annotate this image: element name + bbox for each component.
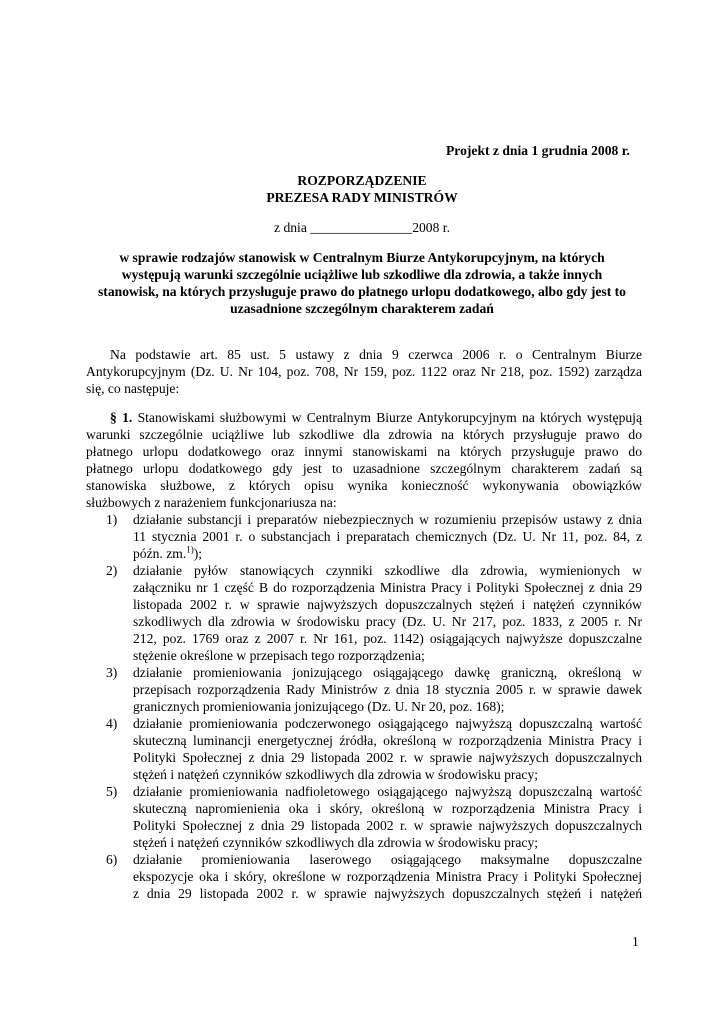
list-number: 1) xyxy=(106,512,118,527)
subject-line: uzasadnione szczególnym charakterem zadań xyxy=(230,301,494,316)
section1-line: warunki szczególnie uciążliwe lub szkodliwe dla zdrowia na których przysługuje prawo do xyxy=(86,427,642,442)
section1-text: Stanowiskami służbowymi w Centralnym Biurze Antykorupcyjnym na których występują xyxy=(137,410,642,425)
list-number: 2) xyxy=(106,563,118,578)
list-item-line: Polityki Społecznej z dnia 29 listopada 2002 r. w sprawie najwyższych dopuszczalnych xyxy=(133,750,642,765)
preamble-line: Antykorupcyjnym (Dz. U. Nr 104, poz. 708, Nr 159, poz. 1122 oraz Nr 218, poz. 1592) zarządza xyxy=(86,364,642,379)
list-item-line xyxy=(133,545,202,562)
page-number: 1 xyxy=(632,934,639,949)
regulation-title: ROZPORZĄDZENIE xyxy=(297,173,427,188)
list-number: 4) xyxy=(106,716,118,731)
list-item-line: granicznych promieniowania jonizującego (Dz. U. Nr 20, poz. 168); xyxy=(133,699,505,714)
section-marker: § 1. xyxy=(110,410,133,425)
date-line: z dnia _______________2008 r. xyxy=(274,220,450,235)
list-item-line: działanie promieniowania nadfioletowego osiągającego najwyższą dopuszczalną wartość xyxy=(133,784,642,799)
list-item-line: działanie promieniowania laserowego osiągającego maksymalne dopuszczalne xyxy=(133,852,642,867)
list-item-line: z dnia 29 listopada 2002 r. w sprawie najwyższych dopuszczalnych stężeń i natężeń xyxy=(133,886,642,901)
list-item-line: skuteczną napromienienia oka i skóry, określoną w rozporządzenia Ministra Pracy i xyxy=(133,801,642,816)
list-item-line: załączniku nr 1 część B do rozporządzenia Ministra Pracy i Polityki Społecznej z dnia 29 xyxy=(133,580,642,595)
list-item-line: działanie promieniowania podczerwonego osiągającego najwyższą dopuszczalną wartość xyxy=(133,716,642,731)
list-item-line: stężeń i natężeń czynników szkodliwych dla zdrowia w środowisku pracy; xyxy=(133,767,539,782)
list-number: 3) xyxy=(106,665,118,680)
issuer-title: PREZESA RADY MINISTRÓW xyxy=(266,190,458,205)
project-date: Projekt z dnia 1 grudnia 2008 r. xyxy=(446,143,630,158)
list-item-line: stężeń i natężeń czynników szkodliwych dla zdrowia w środowisku pracy; xyxy=(133,835,539,850)
list-item-line: szkodliwych dla zdrowia w środowisku pracy (Dz. U. Nr 217, poz. 1833, z 2005 r. Nr xyxy=(133,614,642,629)
subject-line: stanowisk, na których przysługuje prawo do płatnego urlopu dodatkowego, albo gdy jest to xyxy=(98,284,626,299)
subject-line: w sprawie rodzajów stanowisk w Centralnym Biurze Antykorupcyjnym, na których xyxy=(119,250,605,265)
list-item-line: stężenie określone w przepisach tego rozporządzenia; xyxy=(133,648,425,663)
list-item-line: działanie promieniowania jonizującego osiągającego dawkę graniczną, określoną w xyxy=(133,665,642,680)
preamble-line: się, co następuje: xyxy=(86,381,180,396)
list-item-line: działanie pyłów stanowiących czynniki szkodliwe dla zdrowia, wymienionych w xyxy=(133,563,642,578)
list-item-line: 11 stycznia 2001 r. o substancjach i preparatach chemicznych (Dz. U. Nr 11, poz. 84, z xyxy=(133,529,642,544)
list-item-line: listopada 2002 r. w sprawie najwyższych dopuszczalnych stężeń i natężeń czynników xyxy=(133,597,642,612)
list-item-line: przepisach rozporządzenia Rady Ministrów z dnia 18 stycznia 2005 r. w sprawie dawek xyxy=(133,682,642,697)
subject-line: występują warunki szczególnie uciążliwe lub szkodliwe dla zdrowia, a także innych xyxy=(121,267,603,282)
list-item-line: skuteczną luminancji energetycznej źródła, określoną w rozporządzenia Ministra Pracy i xyxy=(133,733,642,748)
list-number: 5) xyxy=(106,784,118,799)
footnote-marker: 1) xyxy=(186,544,194,555)
preamble-line: Na podstawie art. 85 ust. 5 ustawy z dnia 9 czerwca 2006 r. o Centralnym Biurze xyxy=(110,347,642,362)
list-item-line: ekspozycje oka i skóry, określone w rozporządzenia Ministra Pracy i Polityki Społecznej xyxy=(133,869,642,884)
section1-line xyxy=(110,409,642,426)
list-number: 6) xyxy=(106,852,118,867)
section1-line: płatnego urlopu dodatkowego gdy jest to uzasadnione szczególnym charakterem zadań są xyxy=(86,461,642,476)
section1-line: stanowiska służbowe, z których opisu wynika konieczność wykonywania obowiązków xyxy=(86,478,642,493)
list-item-tail: ); xyxy=(193,546,203,561)
list-item-text: późn. zm. xyxy=(133,546,187,561)
list-item-line: Polityki Społecznej z dnia 29 listopada 2002 r. w sprawie najwyższych dopuszczalnych xyxy=(133,818,642,833)
section1-line: służbowych z narażeniem funkcjonariusza na: xyxy=(86,495,337,510)
list-item-line: 212, poz. 1769 oraz z 2007 r. Nr 161, poz. 1142) osiągających najwyższe dopuszczalne xyxy=(133,631,642,646)
section1-line: płatnego urlopu dodatkowego oraz innymi stanowiskami na których przysługuje prawo do xyxy=(86,444,642,459)
list-item-line: działanie substancji i preparatów niebezpiecznych w rozumieniu przepisów ustawy z dnia xyxy=(133,512,642,527)
